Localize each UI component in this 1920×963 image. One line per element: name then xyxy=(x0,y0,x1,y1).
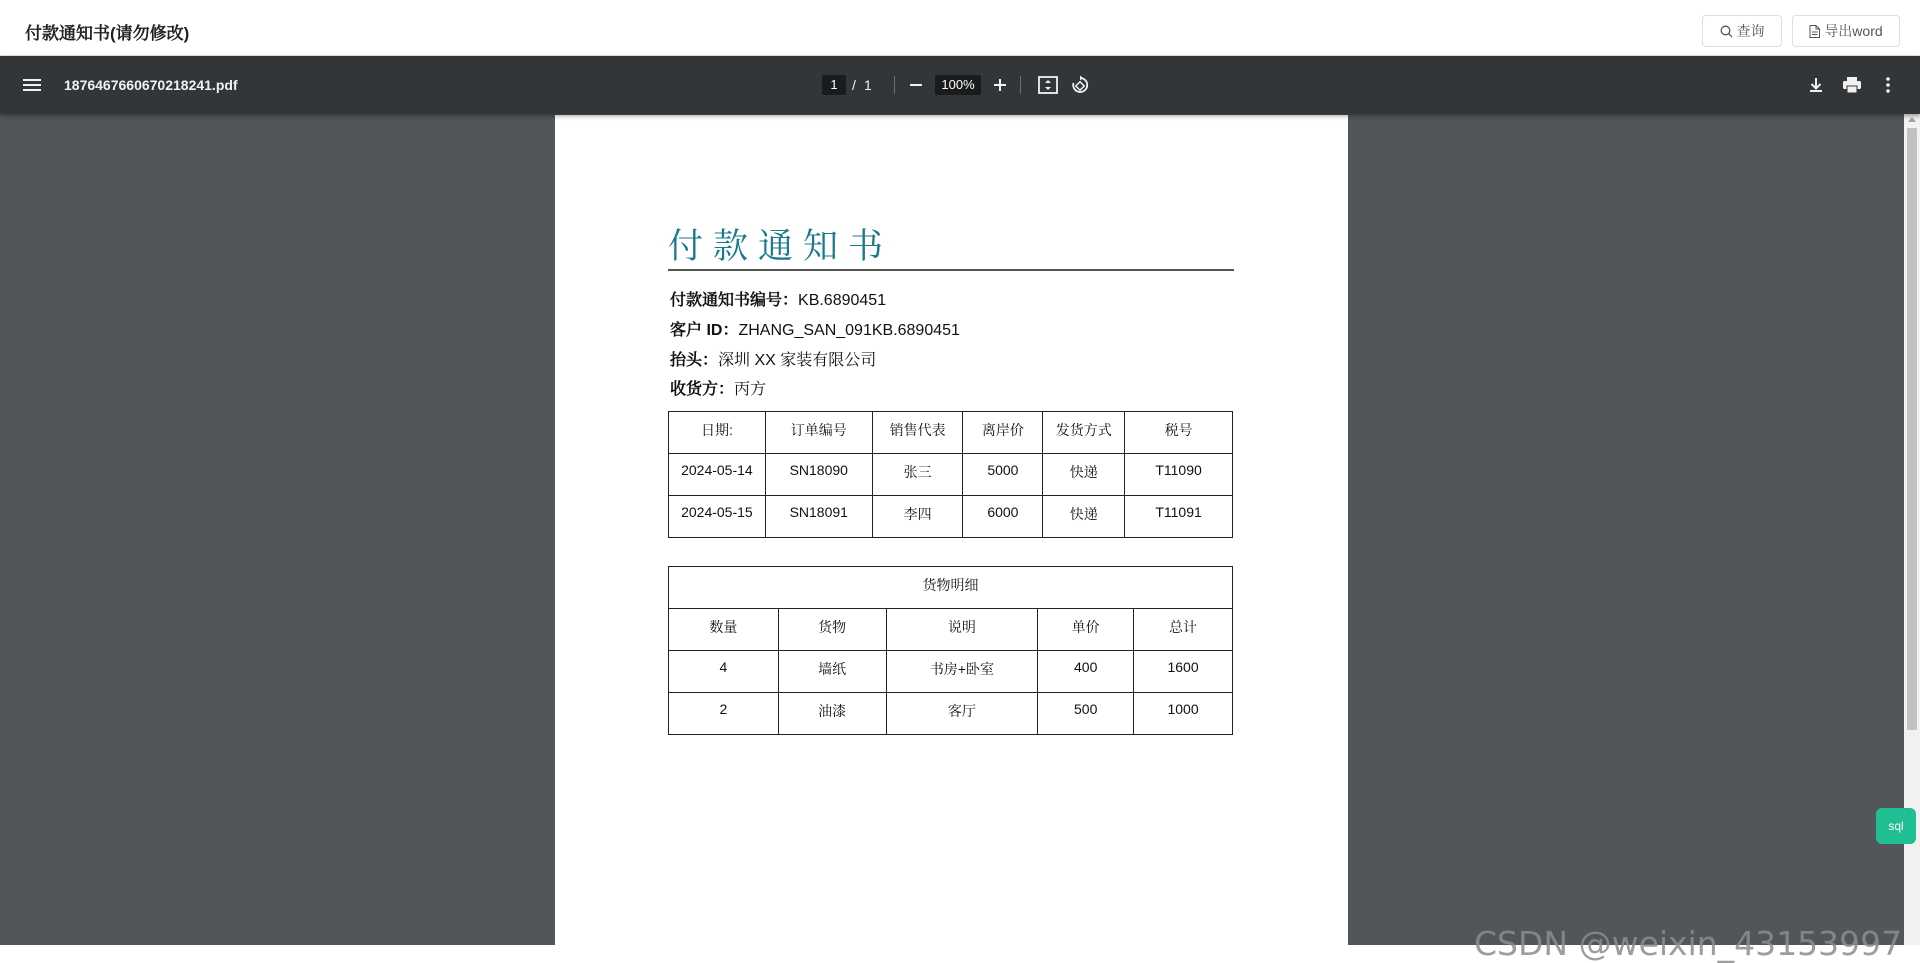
table-cell: 4 xyxy=(669,651,779,693)
toolbar-divider xyxy=(1020,76,1021,94)
zoom-in-icon[interactable] xyxy=(988,73,1012,97)
field-label: 付款通知书编号： xyxy=(670,292,799,309)
scrollbar-thumb[interactable] xyxy=(1907,128,1917,730)
table-cell: 2024-05-15 xyxy=(669,496,766,538)
toolbar-divider xyxy=(894,76,895,94)
field-value: 深圳 XX 家装有限公司 xyxy=(718,352,877,369)
download-icon[interactable] xyxy=(1804,73,1828,97)
table-row xyxy=(669,496,1233,538)
watermark: CSDN @weixin_43153997 xyxy=(1474,924,1903,963)
table-cell: T11091 xyxy=(1125,496,1233,538)
rotate-icon[interactable] xyxy=(1068,73,1092,97)
export-word-button[interactable] xyxy=(1792,15,1900,47)
field-value: KB.6890451 xyxy=(798,292,887,309)
orders-table xyxy=(668,411,1233,538)
table-cell: 2024-05-14 xyxy=(669,454,766,496)
table-header-row xyxy=(669,412,1233,454)
table-row xyxy=(669,454,1233,496)
table-cell: 1600 xyxy=(1134,651,1233,693)
table-cell: T11090 xyxy=(1125,454,1233,496)
table-cell: 1000 xyxy=(1134,693,1233,735)
zoom-input[interactable]: 100% xyxy=(935,75,981,95)
table-header-cell: 日期: xyxy=(669,412,766,454)
table-cell: 油漆 xyxy=(778,693,886,735)
sql-floating-button[interactable]: sql xyxy=(1876,808,1916,844)
table-header-cell: 单价 xyxy=(1038,609,1134,651)
table-header-cell: 货物 xyxy=(778,609,886,651)
export-word-label: 导出word xyxy=(1824,23,1883,39)
table-cell: 墙纸 xyxy=(778,651,886,693)
page-separator: / xyxy=(852,77,856,93)
field-consignee xyxy=(670,376,766,399)
pdf-viewer[interactable] xyxy=(0,114,1920,945)
document-title: 付款通知书 xyxy=(668,227,894,267)
table-cell: 2 xyxy=(669,693,779,735)
table-cell: 张三 xyxy=(872,454,963,496)
pdf-page xyxy=(555,115,1348,945)
goods-table-caption: 货物明细 xyxy=(669,567,1233,609)
field-notice-number xyxy=(670,287,886,310)
table-header-cell: 离岸价 xyxy=(963,412,1043,454)
scroll-up-arrow-icon[interactable] xyxy=(1908,117,1916,122)
table-cell: 400 xyxy=(1038,651,1134,693)
print-icon[interactable] xyxy=(1840,73,1864,97)
field-label: 抬头： xyxy=(670,352,719,369)
table-header-cell: 数量 xyxy=(669,609,779,651)
field-label: 收货方： xyxy=(670,381,735,398)
table-header-cell: 发货方式 xyxy=(1043,412,1125,454)
table-caption-row xyxy=(669,567,1233,609)
table-cell: 500 xyxy=(1038,693,1134,735)
table-row xyxy=(669,651,1233,693)
pdf-toolbar xyxy=(0,56,1920,114)
query-button-label: 查询 xyxy=(1736,23,1765,39)
table-cell: 快递 xyxy=(1043,496,1125,538)
title-divider xyxy=(668,269,1234,271)
field-label: 客户 ID： xyxy=(670,322,739,339)
field-customer-id xyxy=(670,317,960,340)
table-cell: SN18091 xyxy=(765,496,872,538)
more-icon[interactable] xyxy=(1876,73,1900,97)
table-header-cell: 税号 xyxy=(1125,412,1233,454)
table-cell: 客厅 xyxy=(886,693,1038,735)
table-cell: 6000 xyxy=(963,496,1043,538)
goods-table xyxy=(668,566,1233,735)
app-header xyxy=(0,0,1920,56)
fit-page-icon[interactable] xyxy=(1036,73,1060,97)
table-header-cell: 说明 xyxy=(886,609,1038,651)
table-row xyxy=(669,693,1233,735)
field-value: ZHANG_SAN_091KB.6890451 xyxy=(738,322,960,339)
file-name: 1876467660670218241.pdf xyxy=(64,77,238,93)
table-cell: 李四 xyxy=(872,496,963,538)
word-file-icon xyxy=(1809,25,1820,38)
table-header-cell: 销售代表 xyxy=(872,412,963,454)
menu-icon[interactable] xyxy=(20,73,44,97)
field-value: 丙方 xyxy=(734,381,767,398)
table-cell: SN18090 xyxy=(765,454,872,496)
page-total: 1 xyxy=(864,77,872,93)
search-icon xyxy=(1720,25,1733,38)
query-button[interactable] xyxy=(1702,15,1782,47)
table-cell: 快递 xyxy=(1043,454,1125,496)
field-header xyxy=(670,347,876,370)
page-title: 付款通知书(请勿修改) xyxy=(25,24,190,43)
table-cell: 5000 xyxy=(963,454,1043,496)
page-number-input[interactable]: 1 xyxy=(822,75,846,95)
table-header-cell: 订单编号 xyxy=(765,412,872,454)
table-header-row xyxy=(669,609,1233,651)
table-cell: 书房+卧室 xyxy=(886,651,1038,693)
table-header-cell: 总计 xyxy=(1134,609,1233,651)
zoom-out-icon[interactable] xyxy=(904,73,928,97)
